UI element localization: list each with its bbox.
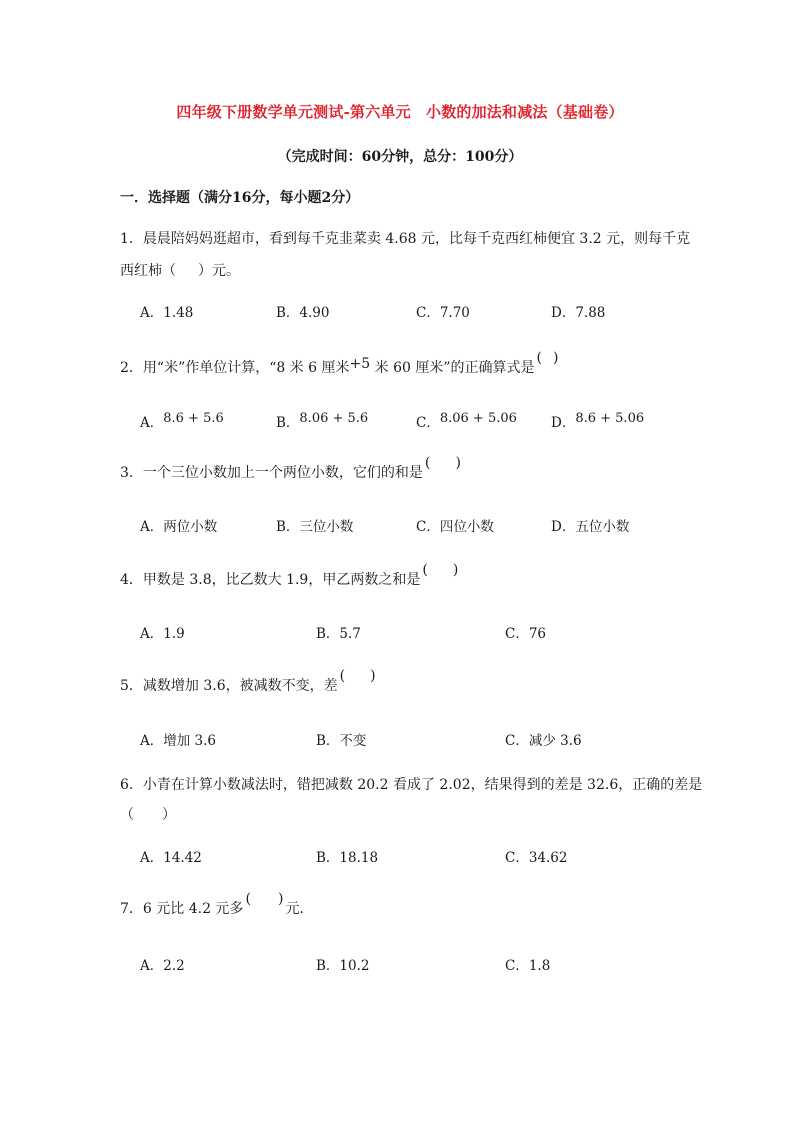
question-5-text: 5．减数增加 3.6，被减数不变，差	[120, 678, 338, 694]
q5-option-c: C．减少 3.6	[505, 733, 582, 749]
question-3	[120, 455, 463, 483]
q3-option-a: A．两位小数	[140, 519, 218, 535]
question-3-text: 3．一个三位小数加上一个两位小数，它们的和是	[120, 465, 423, 481]
q3-option-c: C．四位小数	[416, 519, 494, 535]
question-7	[120, 891, 304, 919]
answer-parentheses: （ ）	[120, 807, 176, 823]
question-2	[120, 350, 561, 378]
q1-option-c: C．7.70	[416, 305, 470, 321]
q2-option-a: A．8.6 + 5.6	[140, 411, 224, 431]
q4-option-c: C．76	[505, 626, 547, 642]
q1-option-d: D．7.88	[551, 305, 606, 321]
q6-option-a: A．14.42	[140, 850, 202, 866]
answer-parentheses: ( )	[422, 562, 459, 578]
question-1-line2	[120, 261, 240, 281]
q2-option-b: B．8.06 + 5.6	[276, 411, 369, 431]
exam-time-info: （完成时间：60分钟，总分：100分）	[277, 149, 523, 165]
q6-option-c: C．34.62	[505, 850, 568, 866]
question-7-text-a: 7．6 元比 4.2 元多	[120, 901, 244, 917]
q2-option-d: D．8.6 + 5.06	[551, 411, 645, 431]
q2-option-c-expr: 8.06 + 5.06	[439, 411, 517, 426]
section-heading: 一．选择题（满分16分，每小题2分）	[120, 190, 360, 206]
q7-option-c: C．1.8	[505, 958, 551, 974]
question-1-text-a: 西红柿（	[120, 263, 176, 279]
question-4	[120, 562, 460, 590]
q5-option-a: A．增加 3.6	[140, 733, 217, 749]
q3-option-d: D．五位小数	[551, 519, 630, 535]
page-title: 四年级下册数学单元测试-第六单元 小数的加法和减法（基础卷）	[176, 103, 624, 121]
question-4-text: 4．甲数是 3.8，比乙数大 1.9，甲乙两数之和是	[120, 572, 421, 588]
question-2-text-b: 米 60 厘米”的正确算式是	[370, 360, 535, 376]
q3-option-b: B．三位小数	[276, 519, 354, 535]
question-5	[120, 668, 378, 696]
question-7-text-b: 元.	[285, 901, 304, 917]
answer-parentheses: ( )	[424, 455, 461, 471]
q1-option-b: B．4.90	[276, 305, 330, 321]
question-1-text-b: ）元。	[198, 263, 240, 279]
q2-option-c: C．8.06 + 5.06	[416, 411, 517, 431]
q5-option-b: B．不变	[316, 733, 367, 749]
q7-option-a: A．2.2	[140, 958, 185, 974]
q2-option-d-expr: 8.6 + 5.06	[575, 411, 645, 426]
question-1-line1: 1．晨晨陪妈妈逛超市，看到每千克韭菜卖 4.68 元，比每千克西红柿便宜 3.2 元，则每千克	[120, 231, 691, 247]
question-2-plus: +5	[349, 356, 371, 372]
q6-option-b: B．18.18	[316, 850, 379, 866]
q4-option-a: A．1.9	[140, 626, 185, 642]
answer-parentheses: ( )	[536, 350, 559, 366]
answer-parentheses: ( )	[339, 668, 376, 684]
q2-option-b-expr: 8.06 + 5.6	[299, 411, 369, 426]
question-6-line1: 6．小青在计算小数减法时，错把减数 20.2 看成了 2.02，结果得到的差是 32.6，正确的差是	[120, 777, 703, 793]
answer-parentheses: ( )	[245, 891, 284, 907]
question-2-text-a: 2．用“米”作单位计算，“8 米 6 厘米	[120, 360, 350, 376]
q4-option-b: B．5.7	[316, 626, 361, 642]
q1-option-a: A．1.48	[140, 305, 194, 321]
q7-option-b: B．10.2	[316, 958, 370, 974]
q2-option-a-expr: 8.6 + 5.6	[163, 411, 224, 426]
